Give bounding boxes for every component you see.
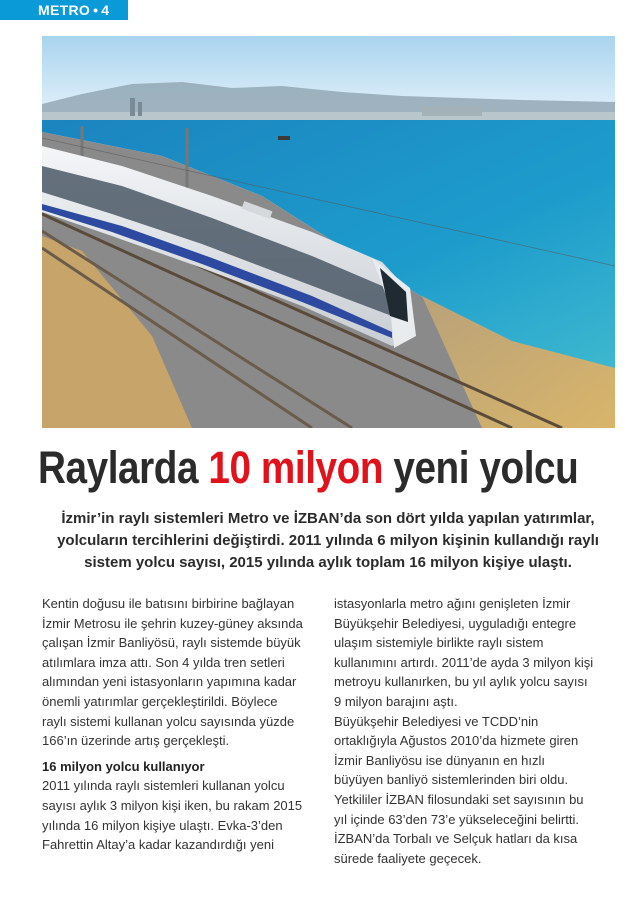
headline-after: yeni yolcu xyxy=(383,442,579,493)
body-paragraph: Büyükşehir Belediyesi ve TCDD’nin ortaklığıyla Ağustos 2010’da hizmete giren İzmir Banliyösu ise dünyanın en hızlı büyüyen banliyö sistemlerinden biri oldu. Yetkililer İZBAN filosundaki set sayısının bu yıl içinde 63’den 73’e yükseleceğini belirtti. İZBAN’da Torbalı ve Selçuk hatları da kısa sürede faaliyete geçecek. xyxy=(334,713,584,866)
subheading: 16 milyon yolcu kullanıyor xyxy=(42,758,205,774)
train-photo xyxy=(42,36,615,428)
boat xyxy=(278,136,290,140)
city-skyline xyxy=(42,112,615,120)
section-name: METRO xyxy=(38,2,91,18)
separator-bullet: • xyxy=(93,2,99,18)
page-number: 4 xyxy=(101,2,110,18)
lead-paragraph: İzmir’in raylı sistemleri Metro ve İZBAN’da son dört yılda yapılan yatırımlar, yolcuların tercihlerini değiştirdi. 2011 yılında 6 milyon kişinin kullandığı raylı sistem yolcu sayısı, 2015 yılında aylık toplam 16 milyon kişiye ulaştı. xyxy=(57,510,599,571)
headline xyxy=(38,442,579,494)
tower-1 xyxy=(130,98,135,116)
body-column-left xyxy=(42,594,304,855)
headline-highlight: 10 milyon xyxy=(208,442,384,493)
headline-before: Raylarda xyxy=(38,442,209,493)
port-buildings xyxy=(422,106,482,116)
train-illustration xyxy=(42,36,615,428)
body-paragraph: 2011 yılında raylı sistemleri kullanan yolcu sayısı aylık 3 milyon kişi iken, bu rakam 2015 yılında 16 milyon kişiye ulaştı. Evka-3’den Fahrettin Altay’a kadar kazandırdığı yeni xyxy=(42,778,303,853)
section-tab xyxy=(0,0,128,20)
body-column-right xyxy=(334,594,596,868)
body-paragraph: Kentin doğusu ile batısını birbirine bağlayan İzmir Metrosu ile şehrin kuzey-güney aksında çalışan İzmir Banliyösü, raylı sistemde büyük atılımlara imza attı. Son 4 yılda tren setleri alımından yeni istasyonların yapımına kadar önemli yatırımlar gerçekleştirildi. Böylece raylı sistemi kullanan yolcu sayısında yüzde 166’ın üzerinde artış gerçekleşti. xyxy=(42,596,303,749)
tower-2 xyxy=(138,102,142,116)
body-paragraph: istasyonlarla metro ağını genişleten İzmir Büyükşehir Belediyesi, uyguladığı entegre ulaşım sistemiyle birlikte raylı sistem kullanımını artırdı. 2011’de ayda 3 milyon kişi metroyu kullanırken, bu yıl aylık yolcu sayısı 9 milyon barajını aştı. xyxy=(334,596,594,709)
